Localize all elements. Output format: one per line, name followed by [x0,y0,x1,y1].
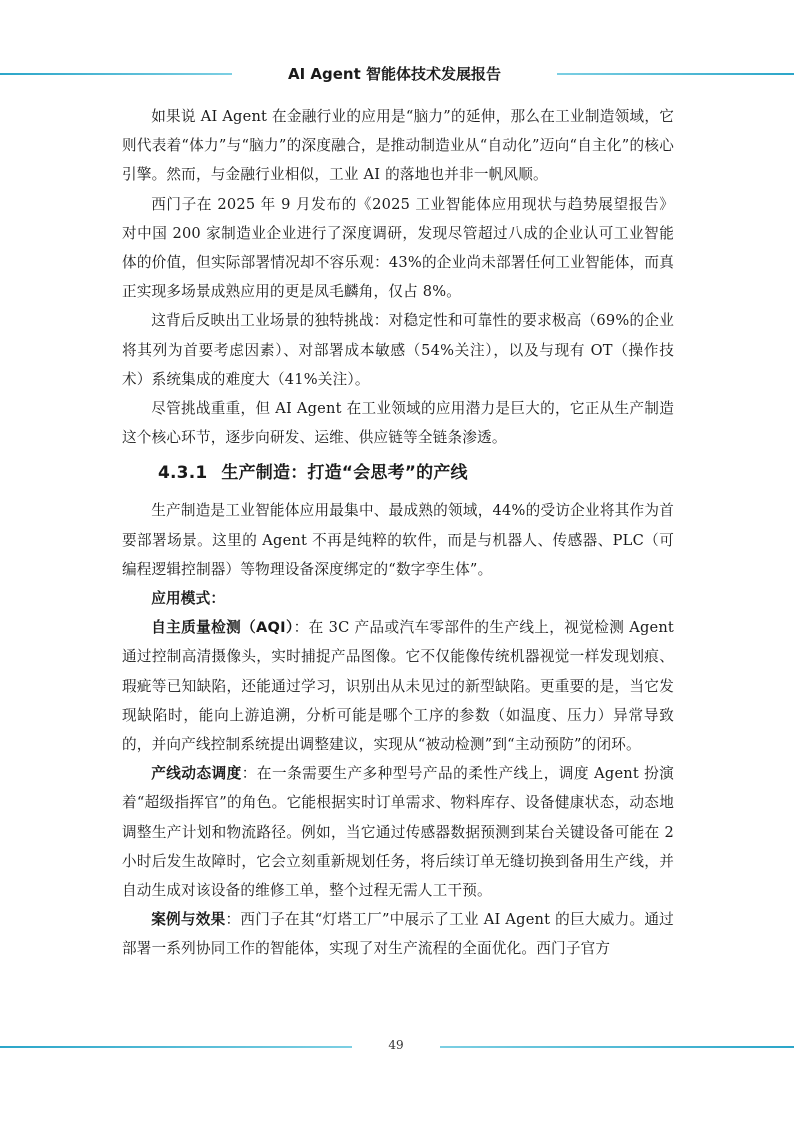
paragraph: 这背后反映出工业场景的独特挑战：对稳定性和可靠性的要求极高（69%的企业将其列为首要考虑因素）、对部署成本敏感（54%关注），以及与现有 OT（操作技术）系统集成的难度大（41%关注）。 [122,312,674,388]
paragraph [122,905,674,963]
section-heading [158,456,674,490]
term-scheduling: 产线动态调度 [151,765,242,783]
paragraph [122,613,674,759]
term-aqi: 自主质量检测（AQI） [151,619,294,637]
paragraph [122,759,674,905]
page-number: 49 [388,1038,404,1052]
paragraph-text: ：在 3C 产品或汽车零部件的生产线上，视觉检测 Agent 通过控制高清摄像头，实时捕捉产品图像。它不仅能像传统机器视觉一样发现划痕、瑕疵等已知缺陷，还能通过学习，识别出从未见过的新型缺陷。更重要的是，当它发现缺陷时，能向上游追溯，分析可能是哪个工序的参数（如温度、压力）异常导致的，并向产线控制系统提出调整建议，实现从“被动检测”到“主动预防”的闭环。 [122,619,674,754]
paragraph-text: ：西门子在其“灯塔工厂”中展示了工业 AI Agent 的巨大威力。通过部署一系列协同工作的智能体，实现了对生产流程的全面优化。西门子官方 [122,911,674,958]
footer-rule-right [440,1046,794,1048]
paragraph: 生产制造是工业智能体应用最集中、最成熟的领域，44%的受访企业将其作为首要部署场景。这里的 Agent 不再是纯粹的软件，而是与机器人、传感器、PLC（可编程逻辑控制器）等物理设备深度绑定的“数字孪生体”。 [122,502,674,578]
paragraph-text: ：在一条需要生产多种型号产品的柔性产线上，调度 Agent 扮演着“超级指挥官”的角色。它能根据实时订单需求、物料库存、设备健康状态，动态地调整生产计划和物流路径。例如，当它通过传感器数据预测到某台关键设备可能在 2 小时后发生故障时，它会立刻重新规划任务，将后续订单无缝切换到备用生产线，并自动生成对该设备的维修工单，整个过程无需人工干预。 [122,765,674,900]
section-title: 生产制造：打造“会思考”的产线 [221,463,468,484]
page-body [122,102,674,964]
term-case: 案例与效果 [151,911,226,929]
subheading-mode: 应用模式： [151,590,226,608]
running-header: AI Agent 智能体技术发展报告 [287,65,501,83]
header-rule-right [557,73,794,75]
footer-rule-left [0,1046,352,1048]
paragraph: 尽管挑战重重，但 AI Agent 在工业领域的应用潜力是巨大的，它正从生产制造这个核心环节，逐步向研发、运维、供应链等全链条渗透。 [122,400,674,447]
section-number: 4.3.1 [158,463,208,484]
header-rule-left [0,73,232,75]
paragraph: 如果说 AI Agent 在金融行业的应用是“脑力”的延伸，那么在工业制造领域，它则代表着“体力”与“脑力”的深度融合，是推动制造业从“自动化”迈向“自主化”的核心引擎。然而，与金融行业相似，工业 AI 的落地也并非一帆风顺。 [122,108,674,184]
paragraph: 西门子在 2025 年 9 月发布的《2025 工业智能体应用现状与趋势展望报告》对中国 200 家制造业企业进行了深度调研，发现尽管超过八成的企业认可工业智能体的价值，但实际部署情况却不容乐观：43%的企业尚未部署任何工业智能体，而真正实现多场景成熟应用的更是凤毛麟角，仅占 8%。 [122,195,674,301]
